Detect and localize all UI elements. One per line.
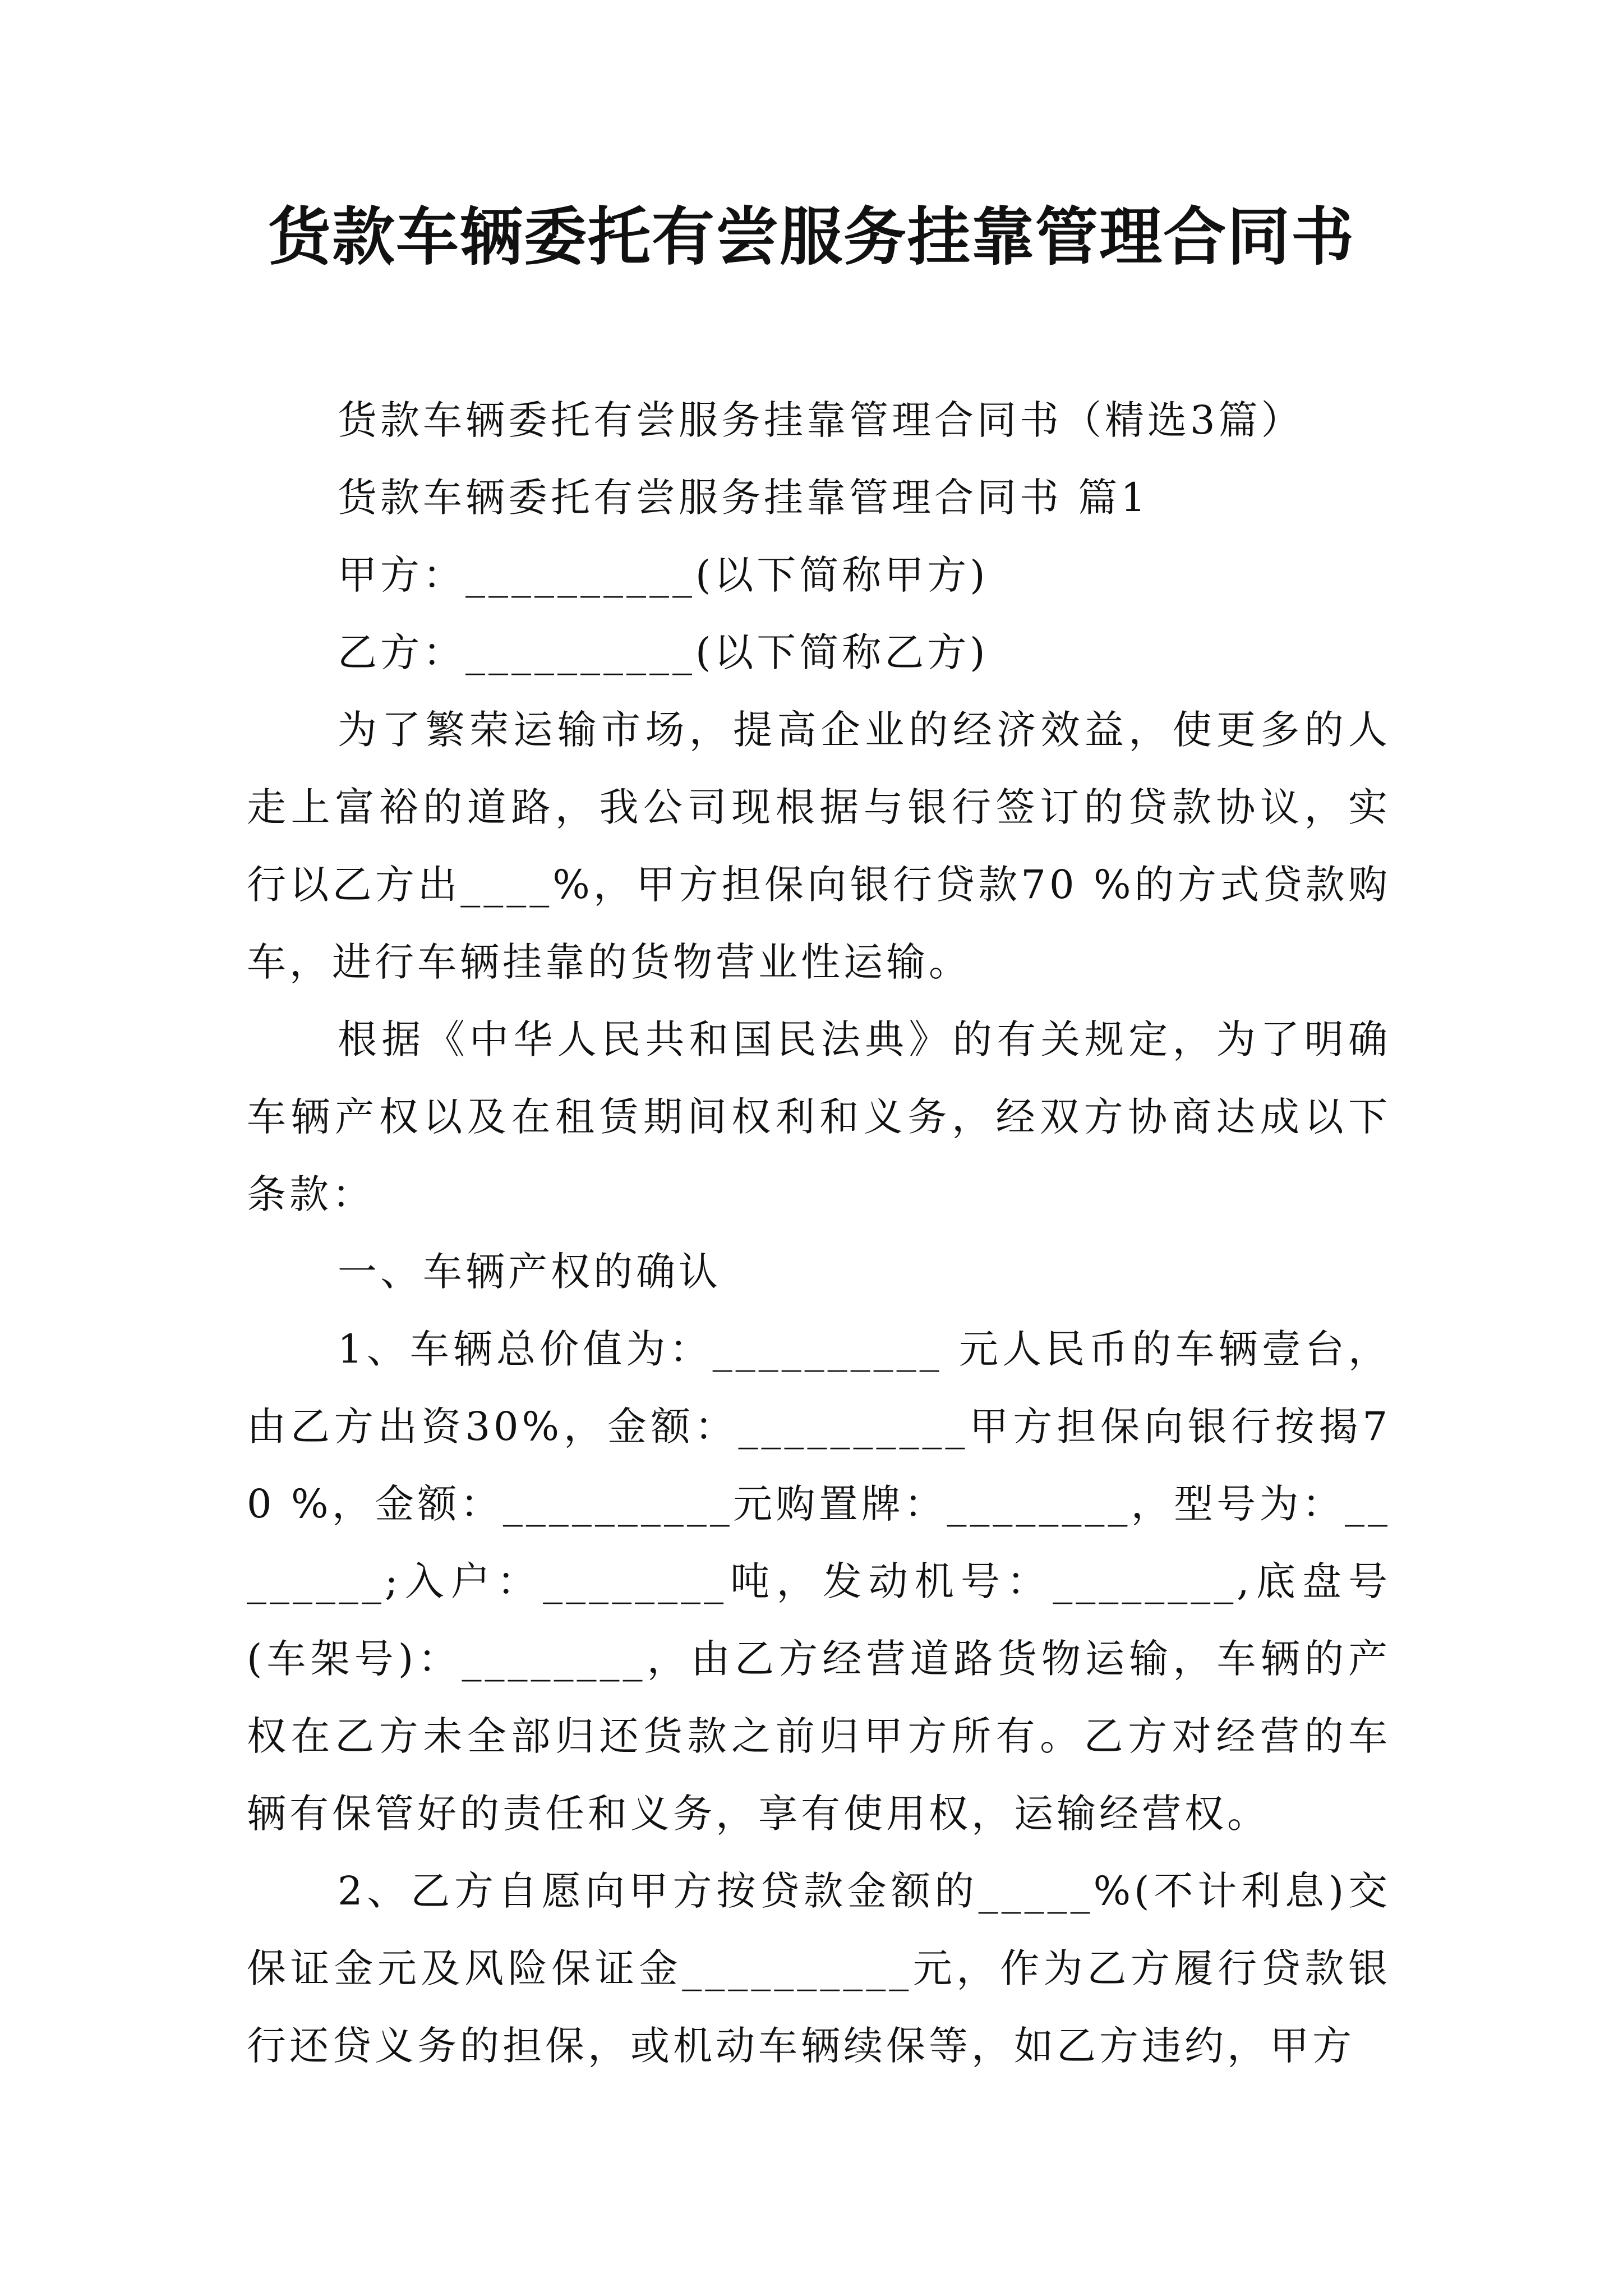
document-body xyxy=(247,381,1391,2085)
document-title: 货款车辆委托有尝服务挂靠管理合同书 xyxy=(268,201,1355,274)
paragraph-party-a: 甲方：__________(以下简称甲方) xyxy=(338,552,989,598)
paragraph-legal-basis: 根据《中华人民共和国民法典》的有关规定，为了明确车辆产权以及在租赁期间权利和义务，经双方协商达成以下条款： xyxy=(247,1016,1391,1217)
section-heading-ownership: 一、车辆产权的确认 xyxy=(338,1249,721,1295)
paragraph-subtitle: 货款车辆委托有尝服务挂靠管理合同书（精选3篇） xyxy=(338,397,1304,443)
clause-2: 2、乙方自愿向甲方按贷款金额的_____%(不计利息)交保证金元及风险保证金__________元，作为乙方履行贷款银行还贷义务的担保，或机动车辆续保等，如乙方违约，甲方 xyxy=(247,1868,1391,2069)
paragraph-purpose: 为了繁荣运输市场，提高企业的经济效益，使更多的人走上富裕的道路，我公司现根据与银行签订的贷款协议，实行以乙方出____%，甲方担保向银行贷款70 %的方式贷款购车，进行车辆挂靠的货物营业性运输。 xyxy=(247,707,1391,985)
paragraph-part-heading: 货款车辆委托有尝服务挂靠管理合同书 篇1 xyxy=(338,475,1149,521)
paragraph-party-b: 乙方：__________(以下简称乙方) xyxy=(338,629,989,675)
clause-1: 1、车辆总价值为：__________ 元人民币的车辆壹台，由乙方出资30%，金额：__________甲方担保向银行按揭70 %，金额：__________元购置牌：________，型号为：________;入户：________吨，发动机号：________,底盘号(车架号)：________，由乙方经营道路货物运输，车辆的产权在乙方未全部归还货款之前归甲方所有。乙方对经营的车辆有保管好的责任和义务，享有使用权，运输经营权。 xyxy=(247,1326,1391,1837)
